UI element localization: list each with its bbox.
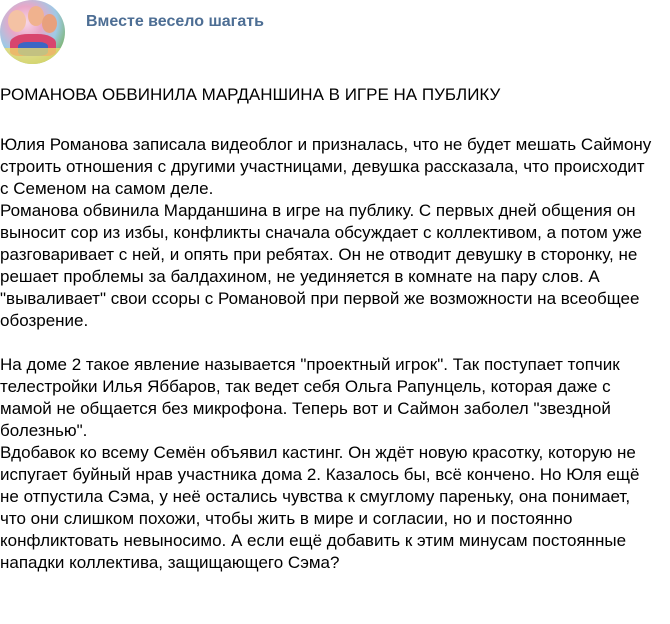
- post-text-line: обозрение.: [0, 311, 89, 330]
- post-text-line: Вдобавок ко всему Семён объявил кастинг. Он ждёт новую красотку, которую не: [0, 443, 636, 462]
- post-text-line: выносит сор из избы, конфликты сначала обсуждает с коллективом, а потом уже: [0, 223, 643, 242]
- group-avatar[interactable]: [0, 0, 65, 64]
- post-text-line: испугает буйный нрав участника дома 2. Казалось бы, всё кончено. Но Юля ещё: [0, 465, 640, 484]
- post-text-line: Романова обвинила Марданшина в игре на публику. С первых дней общения он: [0, 201, 636, 220]
- post-text-line: Юлия Романова записала видеоблог и призналась, что не будет мешать Саймону: [0, 135, 652, 154]
- post-title: РОМАНОВА ОБВИНИЛА МАРДАНШИНА В ИГРЕ НА ПУБЛИКУ: [0, 85, 501, 104]
- post-text-line: нападки коллектива, защищающего Сэма?: [0, 553, 340, 572]
- avatar-foreground: [0, 48, 65, 64]
- post-text-line: не отпустила Сэма, у неё остались чувства к смуглому пареньку, она понимает,: [0, 487, 631, 506]
- post-body: [0, 134, 670, 574]
- post-text-line: разговаривает с ней, и опять при ребятах. Он не отводит девушку в сторонку, не: [0, 245, 638, 264]
- avatar-face-3: [42, 14, 57, 33]
- post-text-line: болезнью".: [0, 421, 88, 440]
- post-text-line: мамой не общается без микрофона. Теперь вот и Саймон заболел "звездной: [0, 399, 611, 418]
- post-text-line: решает проблемы за балдахином, не уединяется в комнате на пару слов. А: [0, 267, 600, 286]
- post-text-line: что они слишком похожи, чтобы жить в мире и согласии, но и постоянно: [0, 509, 573, 528]
- post-text-line: телестройки Илья Яббаров, так ведет себя Ольга Рапунцель, которая даже с: [0, 377, 611, 396]
- paragraph-gap: [0, 332, 670, 354]
- post-text-line: "вываливает" свои ссоры с Романовой при первой же возможности на всеобщее: [0, 289, 640, 308]
- group-name-link[interactable]: Вместе весело шагать: [86, 13, 264, 30]
- post-text-line: конфликтовать невыносимо. А если ещё добавить к этим минусам постоянные: [0, 531, 627, 550]
- avatar-face-1: [8, 10, 26, 32]
- post-text-line: На доме 2 такое явление называется "проектный игрок". Так поступает топчик: [0, 355, 620, 374]
- post-header: [0, 0, 670, 64]
- post-text-line: с Семеном на самом деле.: [0, 179, 214, 198]
- post-text-line: строить отношения с другими участницами, девушка рассказала, что происходит: [0, 157, 645, 176]
